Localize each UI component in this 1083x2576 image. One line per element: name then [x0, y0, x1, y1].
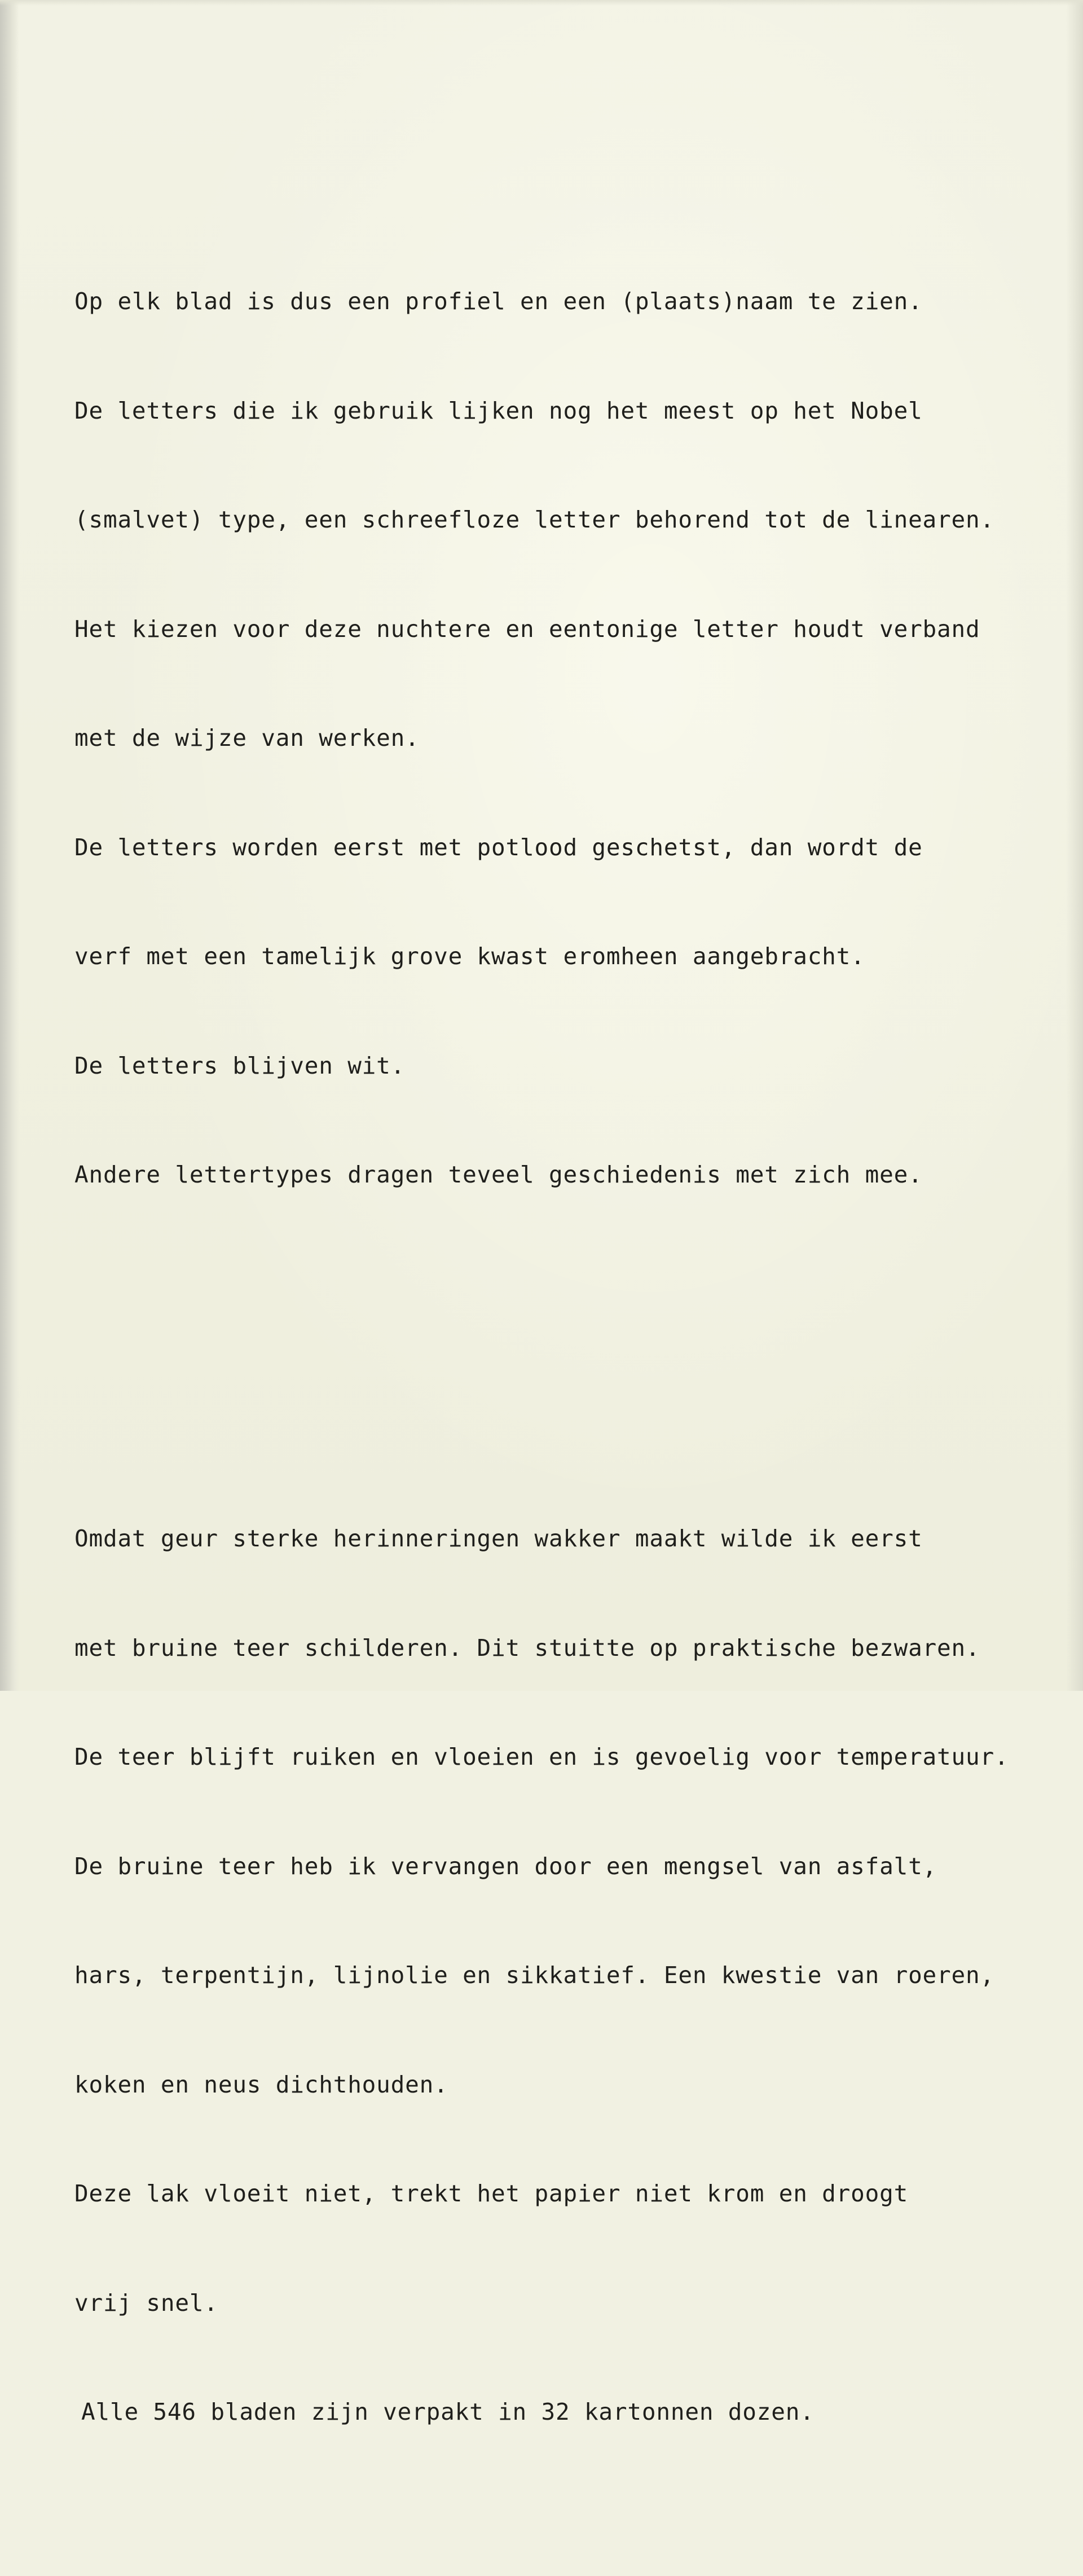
- paragraph-lettering: [74, 210, 1067, 1266]
- text-line: De letters worden eerst met potlood geschetst, dan wordt de: [74, 833, 923, 861]
- paper-left-edge-shadow: [0, 0, 19, 1691]
- paragraph-spacer: [74, 1339, 1067, 1375]
- text-line: verf met een tamelijk grove kwast eromheen aangebracht.: [74, 943, 865, 970]
- text-line: Alle 546 bladen zijn verpakt in 32 kartonnen dozen.: [81, 2398, 815, 2425]
- paper-right-edge-shadow: [1066, 0, 1083, 1691]
- paper-top-edge-shadow: [0, 0, 1083, 6]
- text-line: De bruine teer heb ik vervangen door een mengsel van asfalt,: [74, 1852, 937, 1880]
- text-line: met bruine teer schilderen. Dit stuitte op praktische bezwaren.: [74, 1634, 980, 1661]
- text-line: De letters blijven wit.: [74, 1052, 406, 1079]
- text-line: (smalvet) type, een schreefloze letter behorend tot de linearen.: [74, 506, 994, 533]
- text-line: De teer blijft ruiken en vloeien en is gevoelig voor temperatuur.: [74, 1743, 1009, 1770]
- text-line: Op elk blad is dus een profiel en een (plaats)naam te zien.: [74, 288, 923, 315]
- text-line: koken en neus dichthouden.: [74, 2071, 448, 2098]
- text-line: Het kiezen voor deze nuchtere en eentonige letter houdt verband: [74, 615, 980, 643]
- text-line: hars, terpentijn, lijnolie en sikkatief. Een kwestie van roeren,: [74, 1962, 994, 1989]
- text-line: Andere lettertypes dragen teveel geschiedenis met zich mee.: [74, 1161, 923, 1188]
- text-line: De letters die ik gebruik lijken nog het meest op het Nobel: [74, 397, 923, 424]
- text-line: vrij snel.: [74, 2289, 218, 2316]
- paragraph-materials: [74, 1448, 1067, 2503]
- text-line: Deze lak vloeit niet, trekt het papier niet krom en droogt: [74, 2180, 909, 2207]
- text-line: met de wijze van werken.: [74, 724, 420, 751]
- typed-text-block: [74, 138, 1067, 2576]
- text-line: Omdat geur sterke herinneringen wakker maakt wilde ik eerst: [74, 1525, 923, 1552]
